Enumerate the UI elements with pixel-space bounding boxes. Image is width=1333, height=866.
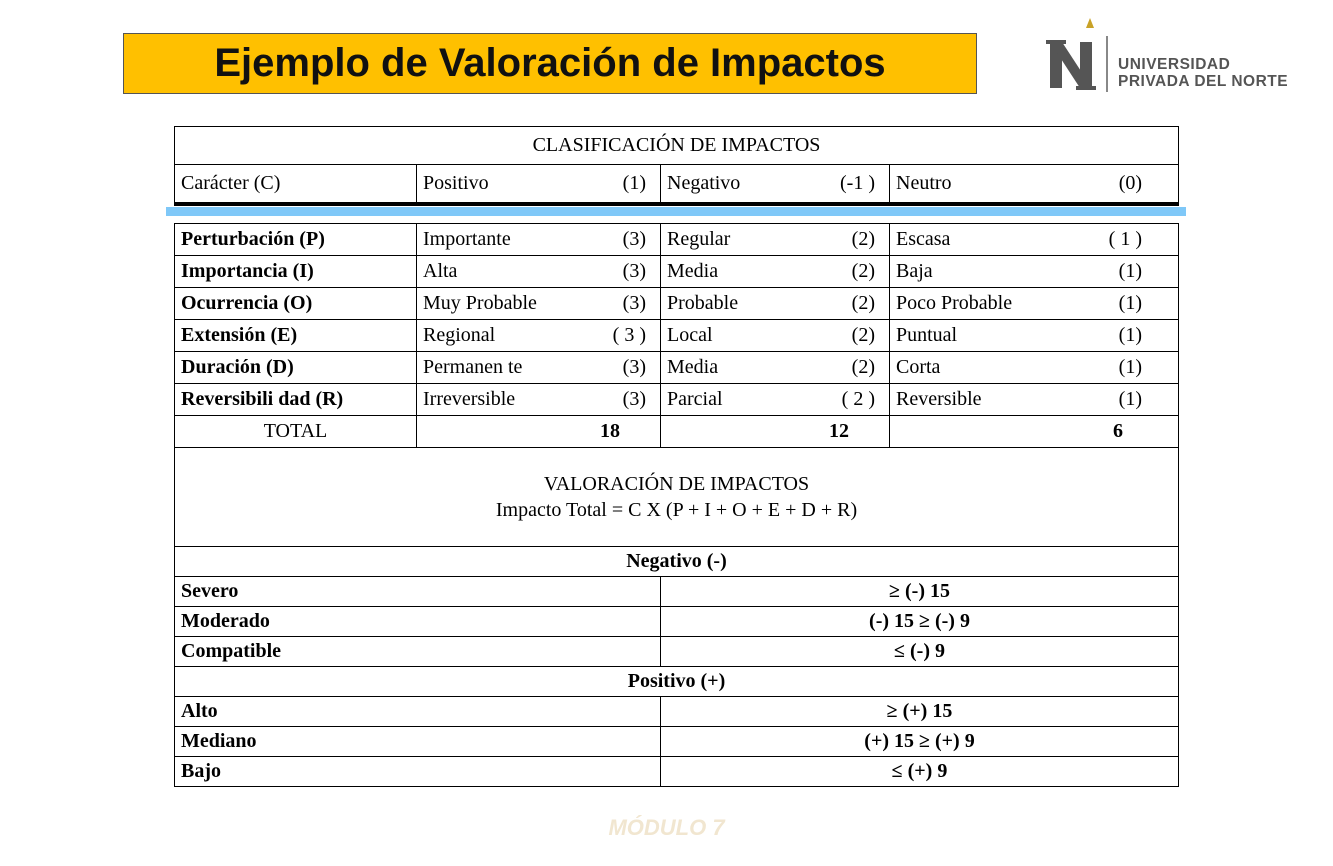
criterio-cell: Alta (3) — [417, 256, 661, 288]
criterio-cell: Regular (2) — [661, 224, 890, 256]
total-positivo: 18 — [417, 416, 661, 448]
positivo-range: ≤ (+) 9 — [661, 757, 1179, 787]
blue-separator — [166, 207, 1186, 216]
logo-n-icon — [1046, 14, 1116, 94]
impact-table — [174, 223, 1179, 787]
footer-module: MÓDULO 7 — [608, 815, 725, 840]
criterio-cell: Reversible (1) — [890, 384, 1179, 416]
logo-line2: PRIVADA DEL NORTE — [1118, 73, 1289, 90]
criterio-label: Ocurrencia (O) — [175, 288, 417, 320]
classification-header: CLASIFICACIÓN DE IMPACTOS — [175, 127, 1179, 165]
caracter-label: Carácter (C) — [175, 165, 417, 205]
negativo-range: ≥ (-) 15 — [661, 577, 1179, 607]
criterio-cell: Parcial ( 2 ) — [661, 384, 890, 416]
criterio-row — [175, 352, 1179, 384]
criterio-row — [175, 320, 1179, 352]
criterio-cell: Probable (2) — [661, 288, 890, 320]
positivo-row — [175, 727, 1179, 757]
caracter-neutro: Neutro (0) — [890, 165, 1179, 205]
positivo-range: ≥ (+) 15 — [661, 697, 1179, 727]
criterio-cell: Media (2) — [661, 352, 890, 384]
criterio-cell: Importante (3) — [417, 224, 661, 256]
criterio-cell: Baja (1) — [890, 256, 1179, 288]
criterio-cell: Puntual (1) — [890, 320, 1179, 352]
negativo-row — [175, 577, 1179, 607]
criterio-cell: Regional ( 3 ) — [417, 320, 661, 352]
positivo-row — [175, 757, 1179, 787]
negativo-header: Negativo (-) — [175, 547, 1179, 577]
criterio-row — [175, 288, 1179, 320]
positivo-range: (+) 15 ≥ (+) 9 — [661, 727, 1179, 757]
total-row — [175, 416, 1179, 448]
criterio-cell: Escasa ( 1 ) — [890, 224, 1179, 256]
criterio-cell: Poco Probable (1) — [890, 288, 1179, 320]
positivo-header: Positivo (+) — [175, 667, 1179, 697]
negativo-label: Compatible — [175, 637, 661, 667]
total-neutro: 6 — [890, 416, 1179, 448]
criterio-label: Extensión (E) — [175, 320, 417, 352]
valoracion-header: VALORACIÓN DE IMPACTOS — [543, 473, 810, 495]
title-banner — [123, 33, 977, 94]
total-negativo: 12 — [661, 416, 890, 448]
criterio-label: Duración (D) — [175, 352, 417, 384]
criterio-cell: Local (2) — [661, 320, 890, 352]
criterio-label: Importancia (I) — [175, 256, 417, 288]
negativo-range: ≤ (-) 9 — [661, 637, 1179, 667]
criterio-label: Perturbación (P) — [175, 224, 417, 256]
criterio-cell: Permanen te (3) — [417, 352, 661, 384]
criterio-cell: Media (2) — [661, 256, 890, 288]
negativo-row — [175, 607, 1179, 637]
total-label: TOTAL — [175, 416, 417, 448]
logo-line1: UNIVERSIDAD — [1118, 56, 1231, 73]
positivo-label: Bajo — [175, 757, 661, 787]
logo-text — [1118, 56, 1288, 90]
criterio-cell: Irreversible (3) — [417, 384, 661, 416]
caracter-negativo: Negativo (-1 ) — [661, 165, 890, 205]
negativo-range: (-) 15 ≥ (-) 9 — [661, 607, 1179, 637]
negativo-label: Severo — [175, 577, 661, 607]
criterio-row — [175, 256, 1179, 288]
positivo-label: Alto — [175, 697, 661, 727]
criterio-row — [175, 224, 1179, 256]
valoracion-formula: Impacto Total = C X (P + I + O + E + D + R) — [495, 499, 858, 521]
negativo-label: Moderado — [175, 607, 661, 637]
page-title: Ejemplo de Valoración de Impactos — [214, 41, 886, 85]
criterio-cell: Muy Probable (3) — [417, 288, 661, 320]
caracter-positivo: Positivo (1) — [417, 165, 661, 205]
classification-table — [174, 126, 1179, 206]
criterio-cell: Corta (1) — [890, 352, 1179, 384]
positivo-label: Mediano — [175, 727, 661, 757]
valoracion-cell — [175, 448, 1179, 547]
positivo-row — [175, 697, 1179, 727]
criterio-row — [175, 384, 1179, 416]
negativo-row — [175, 637, 1179, 667]
criterio-label: Reversibili dad (R) — [175, 384, 417, 416]
